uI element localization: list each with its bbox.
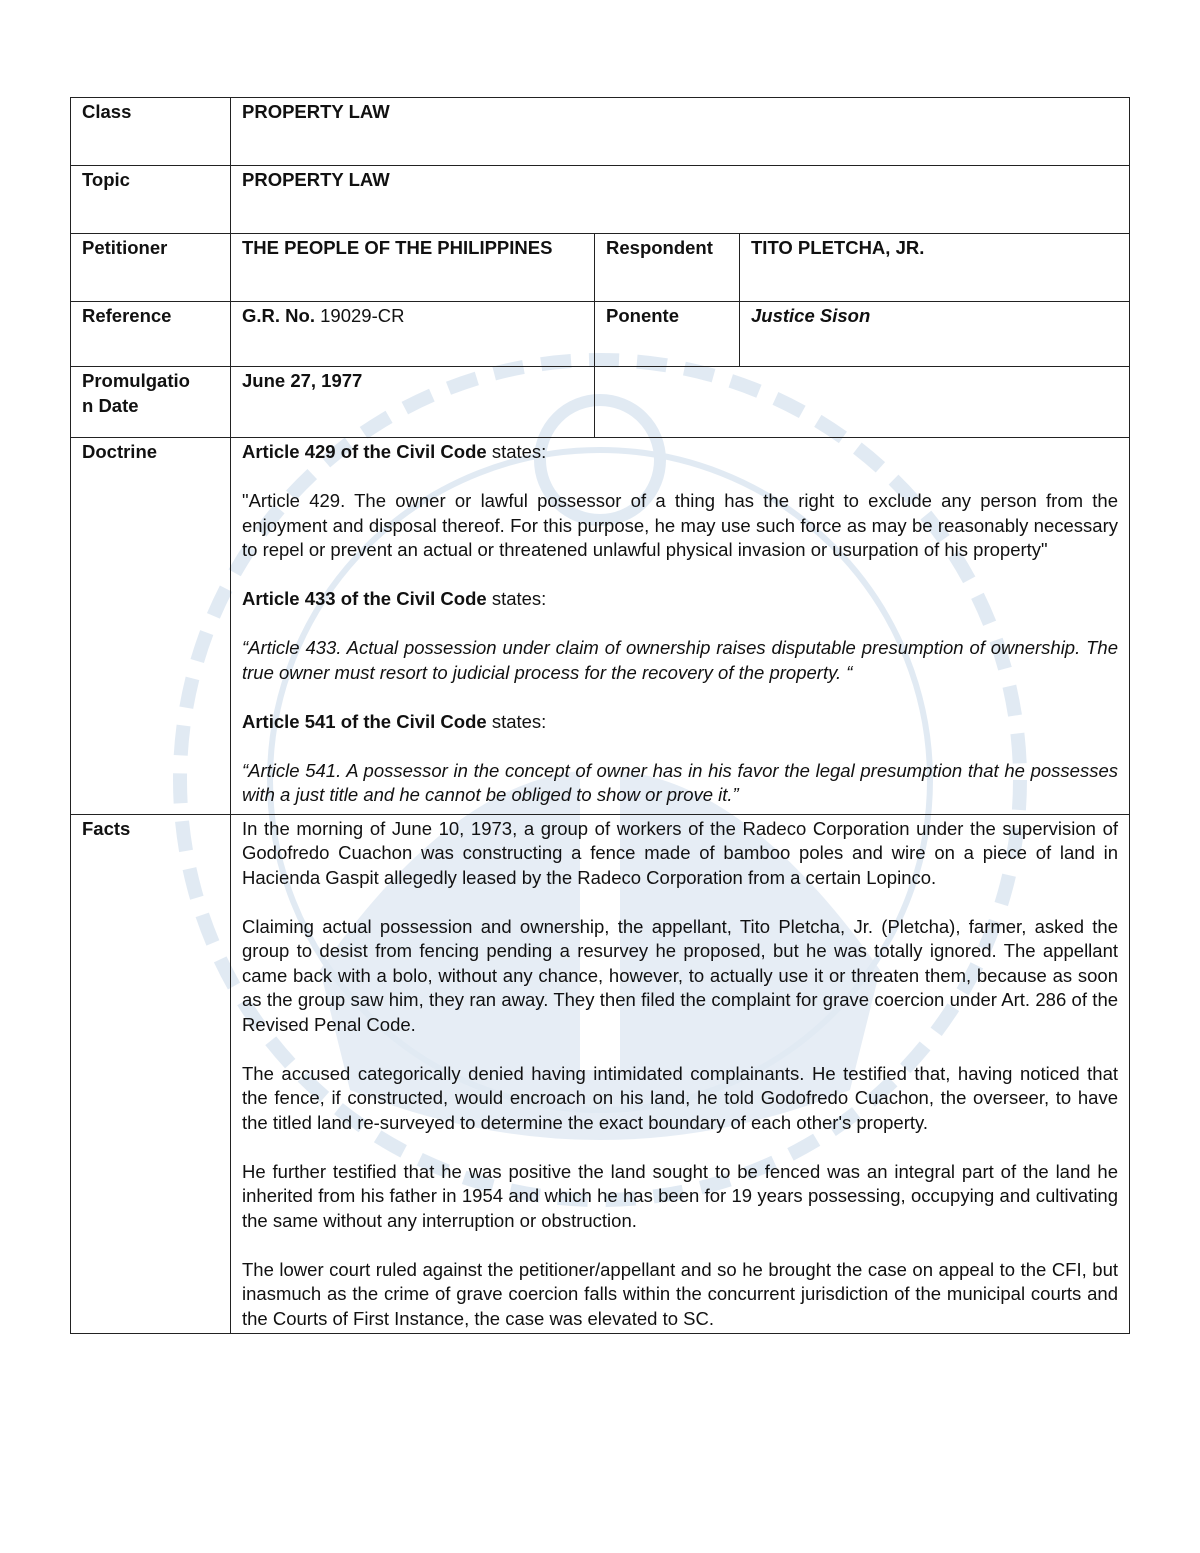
article-429-heading: Article 429 of the Civil Code states: — [242, 441, 547, 462]
ponente-label: Ponente — [595, 302, 740, 367]
petitioner-name: THE PEOPLE OF THE PHILIPPINES — [242, 237, 553, 258]
promulgation-empty-cell — [595, 367, 1130, 438]
class-label: Class — [71, 98, 231, 166]
facts-paragraph: The accused categorically denied having intimidated complainants. He testified that, having noticed that the fence, if constructed, would encroach on his land, he told Godofredo Cuachon, the overseer, to have the titled land re-surveyed to determine the exact boundary of each other's property. — [242, 1062, 1119, 1133]
facts-paragraph: Claiming actual possession and ownership, the appellant, Tito Pletcha, Jr. (Pletcha), farmer, asked the group to desist from fencing pending a resurvey he proposed, but he was totally ignored. The appellant came back with a bolo, without any chance, however, to actually use it or threaten them, because as soon as the group saw him, they ran away. They then filed the complaint for grave coercion under Art. 286 of the Revised Penal Code. — [242, 915, 1119, 1035]
class-value: PROPERTY LAW — [231, 98, 1130, 166]
article-433-heading: Article 433 of the Civil Code states: — [242, 588, 547, 609]
gr-number: 19029-CR — [314, 305, 405, 326]
doctrine-label: Doctrine — [71, 438, 231, 815]
parties-row — [71, 234, 1130, 302]
doctrine-content — [231, 438, 1130, 815]
reference-label: Reference — [71, 302, 231, 367]
promulgation-label — [71, 367, 231, 438]
article-433-text: “Article 433. Actual possession under claim of ownership raises disputable presumption of ownership. The true owner must resort to judicial process for the recovery of the property. “ — [242, 637, 1119, 683]
petitioner-label: Petitioner — [71, 234, 231, 302]
topic-label: Topic — [71, 166, 231, 234]
respondent-value: TITO PLETCHA, JR. — [740, 234, 1130, 302]
facts-row — [71, 814, 1130, 1334]
topic-row — [71, 166, 1130, 234]
facts-content — [231, 814, 1130, 1334]
reference-row — [71, 302, 1130, 367]
reference-value — [231, 302, 595, 367]
promulgation-label-line1: Promulgatio — [82, 370, 190, 391]
gr-prefix: G.R. No. — [242, 305, 315, 326]
case-digest-table — [70, 97, 1130, 1334]
facts-label: Facts — [71, 814, 231, 1334]
doctrine-row — [71, 438, 1130, 815]
article-429-text: "Article 429. The owner or lawful possessor of a thing has the right to exclude any person from the enjoyment and disposal thereof. For this purpose, he may use such force as may be reasonably necessary to repel or prevent an actual or threatened unlawful physical invasion or usurpation of his property" — [242, 490, 1119, 560]
facts-paragraph: He further testified that he was positive the land sought to be fenced was an integral part of the land he inherited from his father in 1954 and which he has been for 19 years possessing, occupying and cultivating the same without any interruption or obstruction. — [242, 1160, 1119, 1231]
petitioner-value — [231, 234, 595, 302]
class-row — [71, 98, 1130, 166]
topic-value: PROPERTY LAW — [231, 166, 1130, 234]
facts-paragraph: In the morning of June 10, 1973, a group of workers of the Radeco Corporation under the supervision of Godofredo Cuachon was constructing a fence made of bamboo poles and wire on a piece of land in Hacienda Gaspit allegedly leased by the Radeco Corporation from a certain Lopinco. — [242, 817, 1119, 888]
facts-paragraph: The lower court ruled against the petitioner/appellant and so he brought the case on appeal to the CFI, but inasmuch as the crime of grave coercion falls within the concurrent jurisdiction of the municipal courts and the Courts of First Instance, the case was elevated to SC. — [242, 1258, 1119, 1329]
article-541-text: “Article 541. A possessor in the concept of owner has in his favor the legal presumption that he possesses with a just title and he cannot be obliged to show or prove it.” — [242, 759, 1119, 805]
ponente-value: Justice Sison — [740, 302, 1130, 367]
promulgation-label-line2: n Date — [82, 394, 139, 416]
article-541-heading: Article 541 of the Civil Code states: — [242, 710, 547, 732]
promulgation-row — [71, 367, 1130, 438]
respondent-label: Respondent — [595, 234, 740, 302]
promulgation-value: June 27, 1977 — [231, 367, 595, 438]
